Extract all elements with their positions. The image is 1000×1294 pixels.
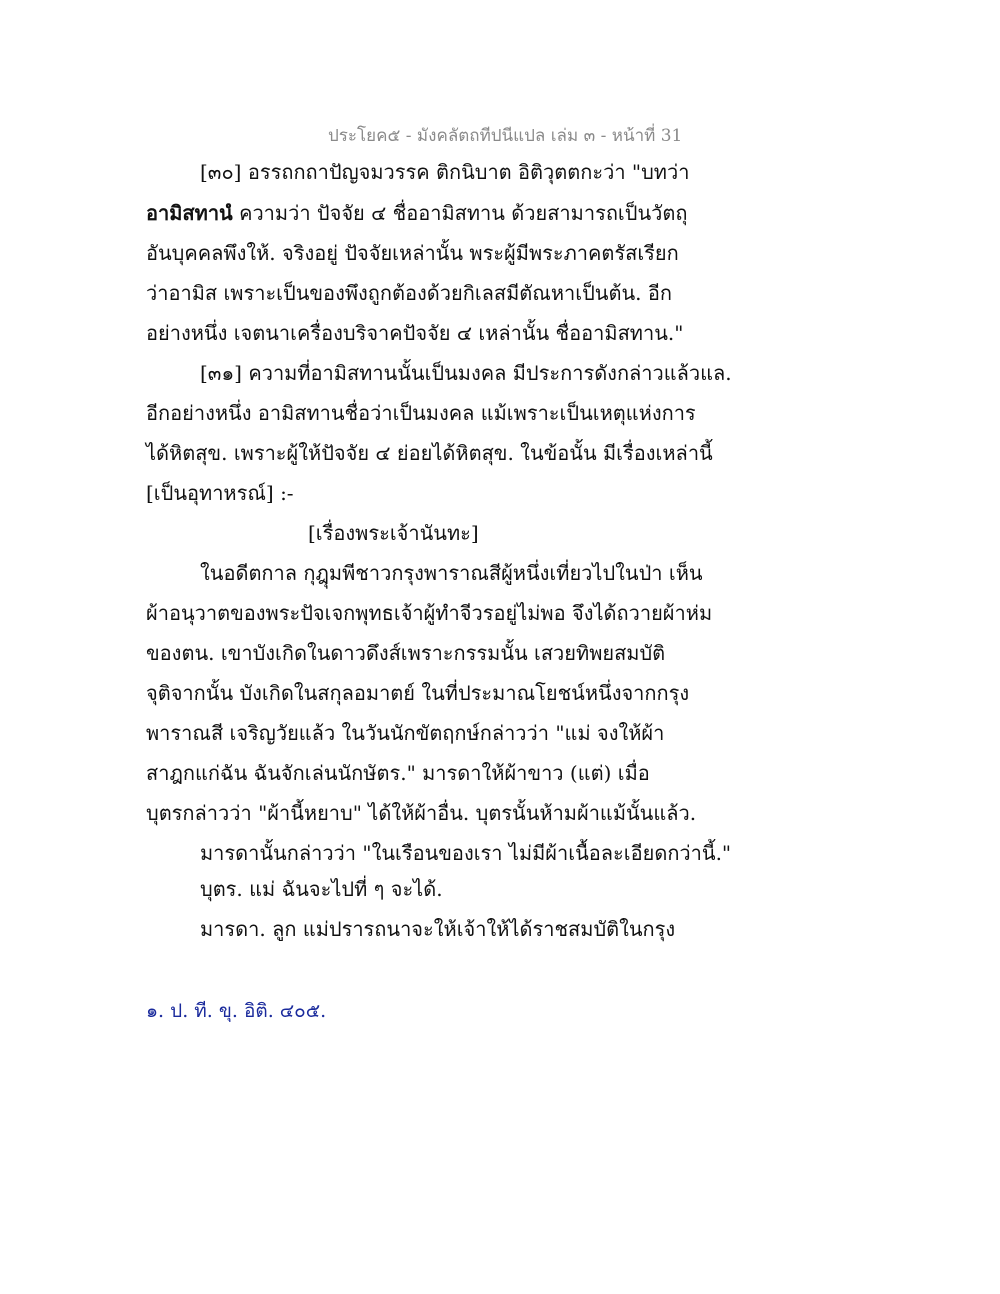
paragraph-30-line-2 [146, 201, 687, 225]
story-line-1: ในอดีตกาล กุฎุมพีชาวกรุงพาราณสีผู้หนึ่งเที่ยวไปในป่า เห็น [200, 561, 703, 585]
paragraph-31-line-1: [๓๑] ความที่อามิสทานนั้นเป็นมงคล มีประการดังกล่าวแล้วแล. [200, 361, 732, 385]
paragraph-30-line-1: [๓๐] อรรถกถาปัญจมวรรค ติกนิบาต อิติวุตตกะว่า "บทว่า [200, 160, 690, 184]
paragraph-31-line-2: อีกอย่างหนึ่ง อามิสทานชื่อว่าเป็นมงคล แม้เพราะเป็นเหตุแห่งการ [146, 401, 696, 425]
story-line-5: พาราณสี เจริญวัยแล้ว ในวันนักขัตฤกษ์กล่าวว่า "แม่ จงให้ผ้า [146, 721, 665, 745]
paragraph-30-line-2-rest: ความว่า ปัจจัย ๔ ชื่ออามิสทาน ด้วยสามารถเป็นวัตถุ [232, 201, 688, 225]
dialogue-mother-1: มารดานั้นกล่าวว่า "ในเรือนของเรา ไม่มีผ้าเนื้อละเอียดกว่านี้." [200, 841, 732, 865]
page-header: ประโยค๕ - มังคลัตถทีปนีแปล เล่ม ๓ - หน้าที่ 31 [328, 126, 683, 146]
term-amisatanam: อามิสทานํ [146, 201, 233, 225]
dialogue-mother-2: มารดา. ลูก แม่ปรารถนาจะให้เจ้าให้ได้ราชสมบัติในกรุง [200, 917, 676, 941]
footnote: ๑. ป. ที. ขุ. อิติ. ๔๐๕. [146, 1000, 327, 1022]
story-line-6: สาฎกแก่ฉัน ฉันจักเล่นนักษัตร." มารดาให้ผ้าขาว (แต่) เมื่อ [146, 761, 650, 785]
paragraph-31-line-4: [เป็นอุทาหรณ์] :- [146, 481, 294, 505]
story-line-4: จุติจากนั้น บังเกิดในสกุลอมาตย์ ในที่ประมาณโยชน์หนึ่งจากกรุง [146, 681, 690, 705]
paragraph-30-line-5: อย่างหนึ่ง เจตนาเครื่องบริจาคปัจจัย ๔ เหล่านั้น ชื่ออามิสทาน." [146, 321, 684, 345]
story-line-3: ของตน. เขาบังเกิดในดาวดึงส์เพราะกรรมนั้น เสวยทิพยสมบัติ [146, 641, 666, 665]
story-title: [เรื่องพระเจ้านันทะ] [308, 521, 479, 545]
paragraph-30-line-4: ว่าอามิส เพราะเป็นของพึงถูกต้องด้วยกิเลสมีตัณหาเป็นต้น. อีก [146, 281, 672, 305]
story-line-2: ผ้าอนุวาตของพระปัจเจกพุทธเจ้าผู้ทำจีวรอยู่ไม่พอ จึงได้ถวายผ้าห่ม [146, 601, 713, 625]
paragraph-31-line-3: ได้หิตสุข. เพราะผู้ให้ปัจจัย ๔ ย่อยได้หิตสุข. ในข้อนั้น มีเรื่องเหล่านี้ [146, 441, 713, 465]
story-line-7: บุตรกล่าวว่า "ผ้านี้หยาบ" ได้ให้ผ้าอื่น. บุตรนั้นห้ามผ้าแม้นั้นแล้ว. [146, 801, 697, 825]
paragraph-30-line-3: อันบุคคลพึงให้. จริงอยู่ ปัจจัยเหล่านั้น พระผู้มีพระภาคตรัสเรียก [146, 241, 679, 265]
dialogue-son-1: บุตร. แม่ ฉันจะไปที่ ๆ จะได้. [200, 877, 443, 901]
